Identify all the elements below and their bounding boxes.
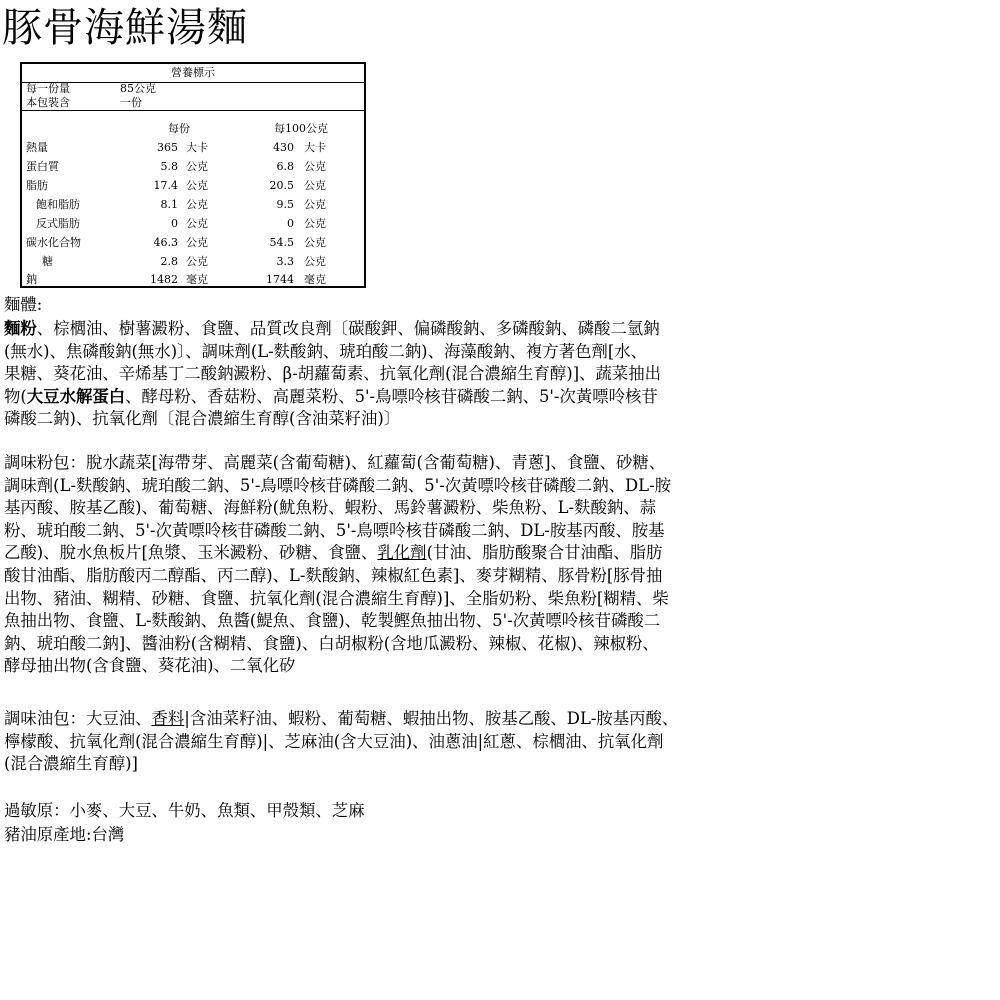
servings-value: 一份: [120, 96, 142, 109]
nutrient-row: 鈉 1482 毫克 1744 毫克: [26, 273, 326, 286]
nutrient-row: 糖 2.8 公克 3.3 公克: [42, 255, 326, 268]
oil-text-2: |含油菜籽油、蝦粉、葡萄糖、蝦抽出物、胺基乙酸、DL-胺基丙酸、 檸檬酸、抗氧化劑(混合濃縮生育醇)|、芝麻油(含大豆油)、油蔥油|紅蔥、棕櫚油、抗氧化劑 (混合濃縮生育醇)]: [4, 709, 679, 774]
allergen-statement: 過敏原：小麥、大豆、牛奶、魚類、甲殼類、芝麻: [4, 801, 365, 820]
nutrient-row: 蛋白質 5.8 公克 6.8 公克: [26, 160, 326, 173]
noodle-text-2: 、酵母粉、香菇粉、高麗菜粉、5'-鳥嘌呤核苷磷酸二鈉、5'-次黃嘌呤核苷 磷酸二鈉)、抗氧化劑〔混合濃縮生育醇(含油菜籽油)〕: [4, 386, 658, 429]
highlight-wheat: 麵粉: [4, 319, 37, 338]
nutrition-heading: 營養標示: [22, 64, 364, 83]
seasoning-oil-ingredients: [4, 708, 994, 776]
highlight-flavoring: 香料: [151, 709, 185, 728]
product-title: 豚骨海鮮湯麵: [2, 5, 248, 51]
nutrient-row: 反式脂肪 0 公克 0 公克: [36, 217, 326, 230]
serving-size-value: 85公克: [120, 82, 156, 95]
column-headers: [22, 122, 364, 136]
seasoning-powder-ingredients: [4, 452, 994, 678]
lard-origin: 豬油原產地:台灣: [4, 825, 125, 844]
highlight-soy-protein: 大豆水解蛋白: [26, 386, 126, 406]
servings-label: 本包裝含: [26, 96, 70, 109]
serving-info: [22, 82, 364, 111]
noodle-ingredients: [4, 318, 994, 431]
nutrient-row: 脂肪 17.4 公克 20.5 公克: [26, 179, 326, 192]
serving-size-label: 每一份量: [26, 82, 70, 95]
nutrition-facts-table: [20, 62, 366, 288]
seasoning-text-2: (甘油、脂肪酸聚合甘油酯、脂肪 酸甘油酯、脂肪酸丙二醇酯、丙二醇)、L-麩酸鈉、辣椒紅色素]、麥芽糊精、豚骨粉[豚骨抽 出物、豬油、糊精、砂糖、食鹽、抗氧化劑(混合濃縮生育醇)]、全脂奶粉、柴魚粉[糊精、柴 魚抽出物、食鹽、L-麩酸鈉、魚醬(鯷魚、食鹽)、乾製鰹魚抽出物、5'-次黃嘌呤核苷磷酸二 鈉、琥珀酸二鈉]、醬油粉(含糊精、食鹽)、白胡椒粉(含地瓜澱粉、辣椒、花椒)、辣椒粉、 酵母抽出物(含食鹽、葵花油)、二氧化矽: [4, 543, 669, 676]
col-per-serving: 每份: [168, 122, 190, 135]
nutrient-row: 熱量 365 大卡 430 大卡: [26, 141, 326, 154]
oil-text-1: 調味油包：大豆油、: [4, 709, 152, 728]
noodle-heading: 麵體:: [4, 295, 43, 314]
nutrient-row: 碳水化合物 46.3 公克 54.5 公克: [26, 236, 326, 249]
nutrient-row: 飽和脂肪 8.1 公克 9.5 公克: [36, 198, 326, 211]
highlight-emulsifier: 乳化劑: [377, 543, 427, 563]
noodle-text-1: 、棕櫚油、樹薯澱粉、食鹽、品質改良劑〔碳酸鉀、偏磷酸鈉、多磷酸鈉、磷酸二氫鈉 (無水)、焦磷酸鈉(無水)〕、調味劑(L-麩酸鈉、琥珀酸二鈉)、海藻酸鈉、複方著色劑[水、 果糖、葵花油、辛烯基丁二酸鈉澱粉、β-胡蘿蔔素、抗氧化劑(混合濃縮生育醇)]、蔬菜抽出 物(: [4, 319, 662, 406]
col-per-100g: 每100公克: [274, 122, 328, 135]
seasoning-text-1: 調味粉包：脫水蔬菜[海帶芽、高麗菜(含葡萄糖)、紅蘿蔔(含葡萄糖)、青蔥]、食鹽、砂糖、 調味劑(L-麩酸鈉、琥珀酸二鈉、5'-鳥嘌呤核苷磷酸二鈉、5'-次黃嘌呤核苷磷酸二鈉、DL-胺 基丙酸、胺基乙酸)、葡萄糖、海鮮粉(魷魚粉、蝦粉、馬鈴薯澱粉、柴魚粉、L-麩酸鈉、蒜 粉、琥珀酸二鈉、5'-次黃嘌呤核苷磷酸二鈉、5'-鳥嘌呤核苷磷酸二鈉、DL-胺基丙酸、胺基 乙酸)、脫水魚板片[魚漿、玉米澱粉、砂糖、食鹽、: [4, 453, 671, 563]
